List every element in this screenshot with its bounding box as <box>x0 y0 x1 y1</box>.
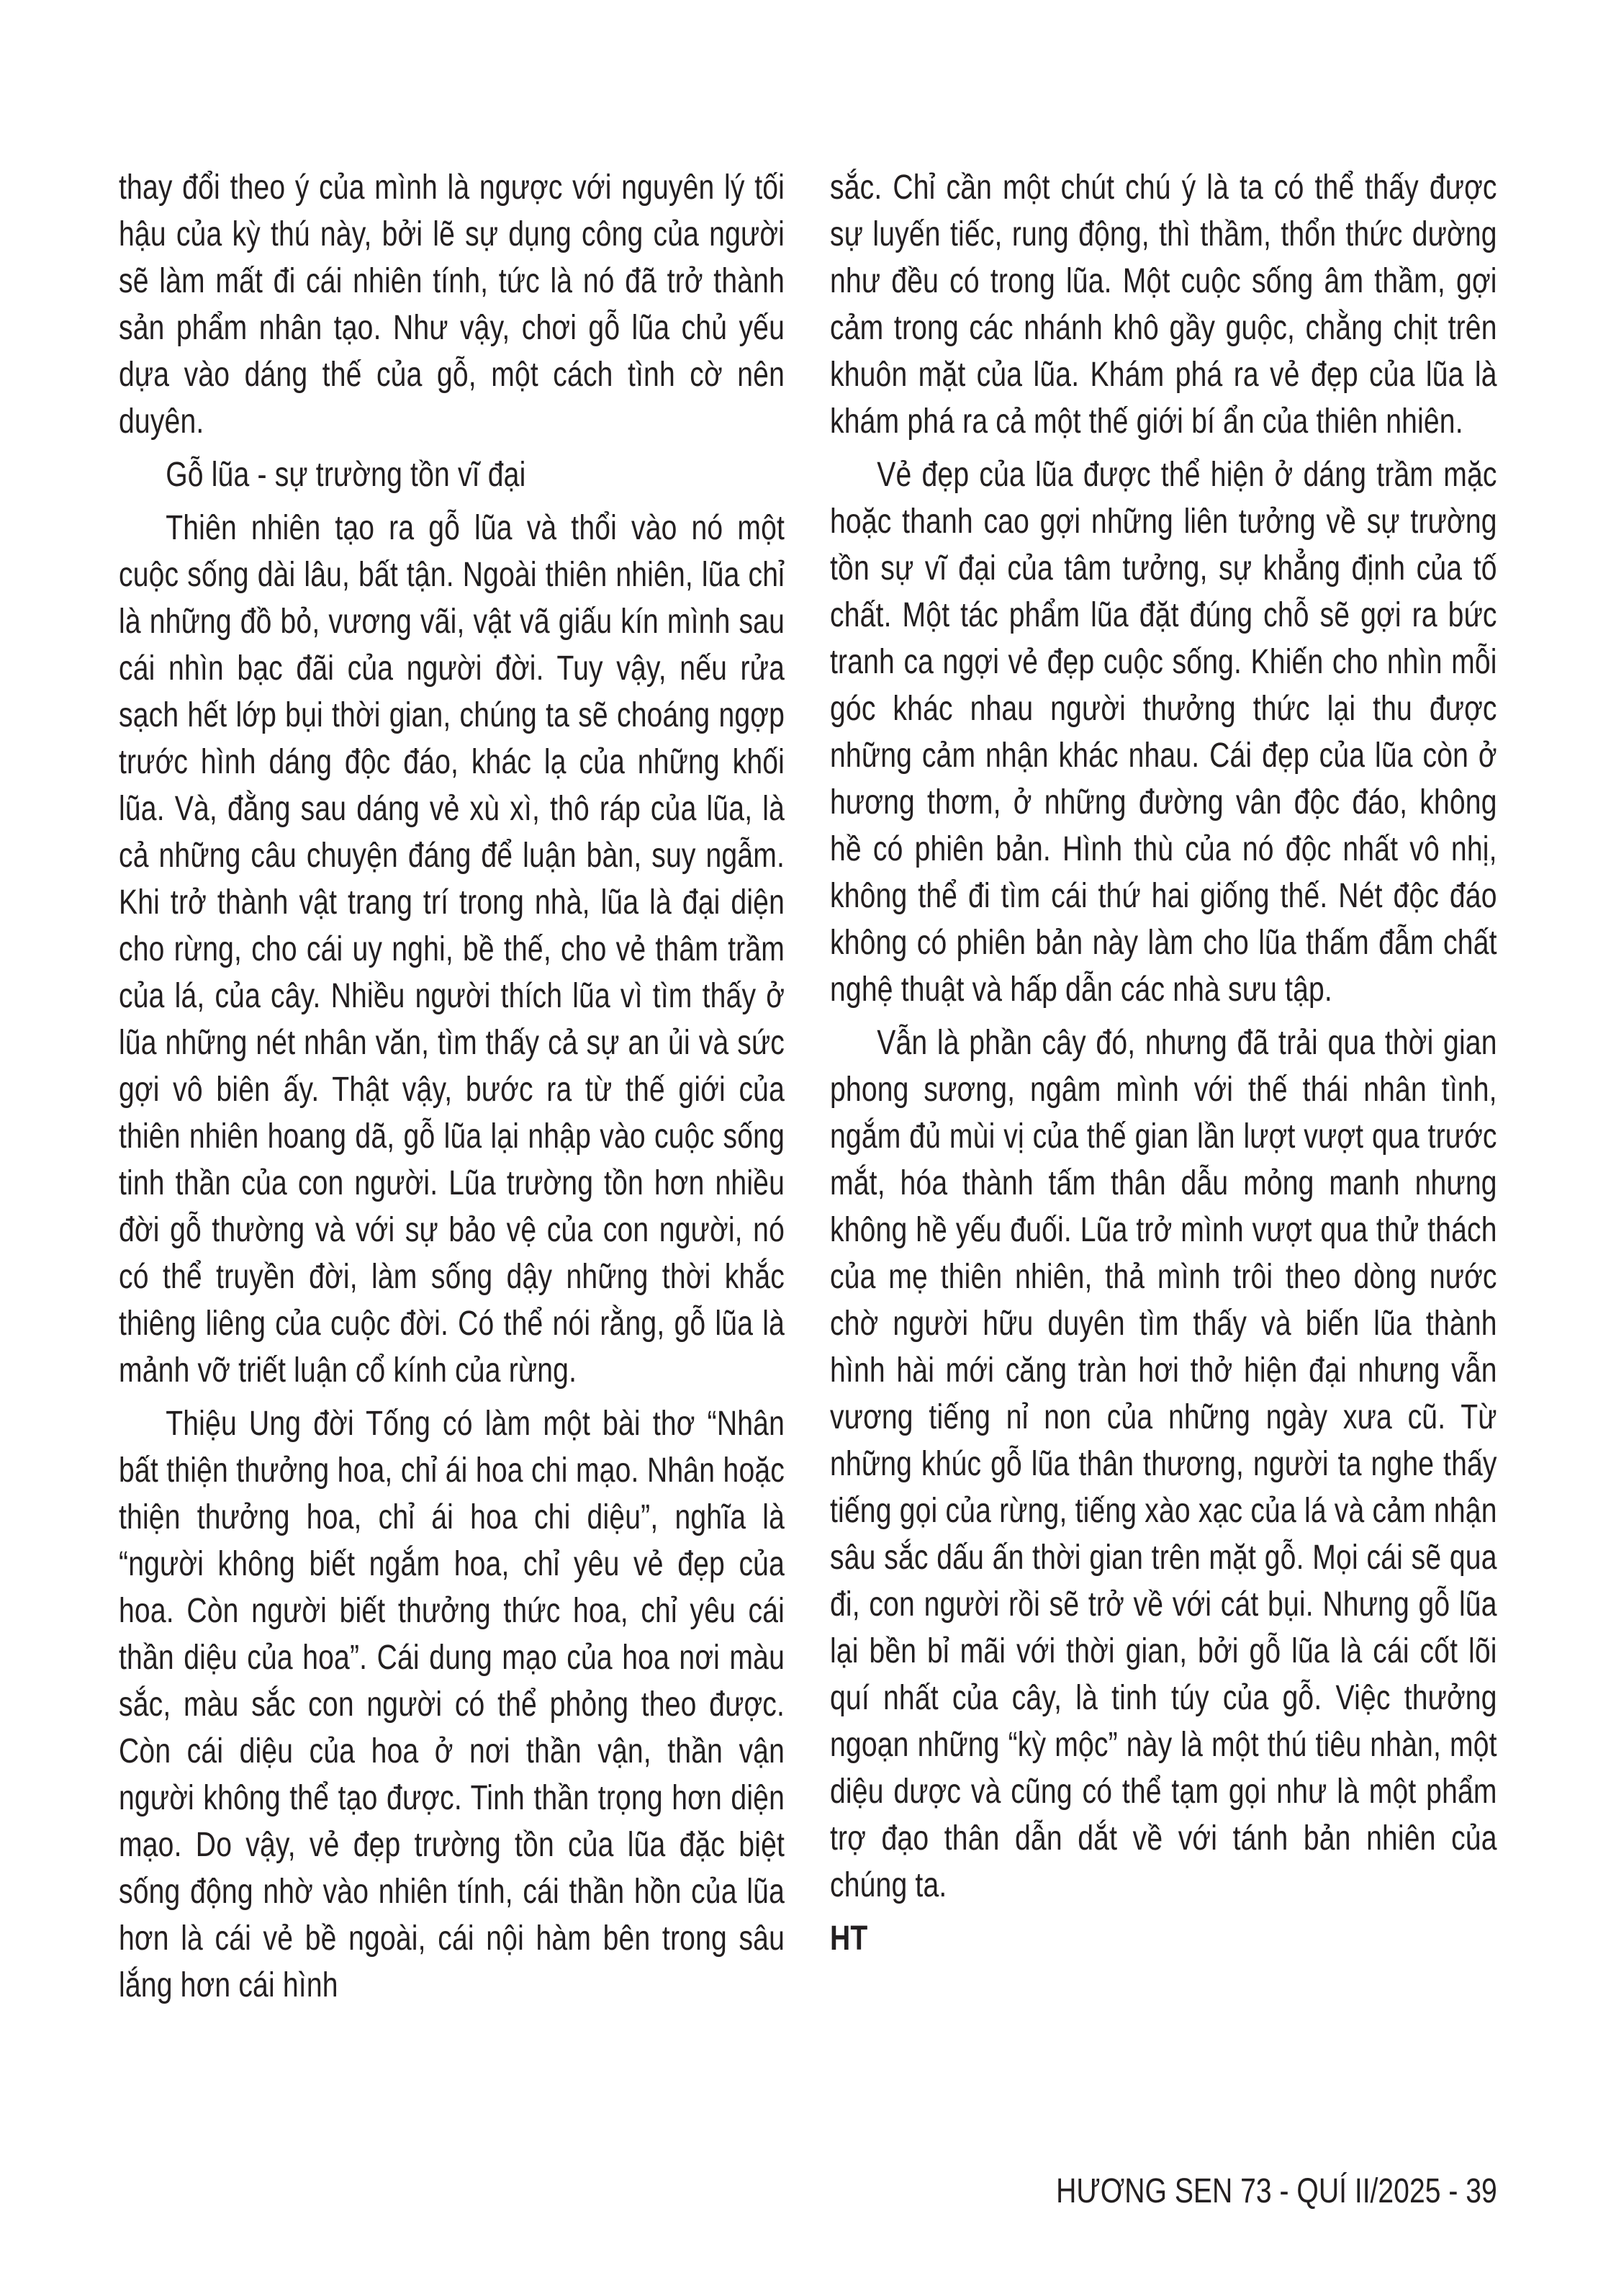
paragraph: Vẻ đẹp của lũa được thể hiện ở dáng trầm mặc hoặc thanh cao gợi những liên tưởng về sự trường tồn sự vĩ đại của tâm tưởng, sự khẳng định của tố chất. Một tác phẩm lũa đặt đúng chỗ sẽ gợi ra bức tranh ca ngợi vẻ đẹp cuộc sống. Khiến cho nhìn mỗi góc khác nhau người thưởng thức lại thu được những cảm nhận khác nhau. Cái đẹp của lũa còn ở hương thơm, ở những đường vân độc đáo, không hề có phiên bản. Hình thù của nó độc nhất vô nhị, không thể đi tìm cái thứ hai giống thế. Nét độc đáo không có phiên bản này làm cho lũa thấm đẫm chất nghệ thuật và hấp dẫn các nhà sưu tập. <box>830 456 1497 1009</box>
page-footer: HƯƠNG SEN 73 - QUÍ II/2025 - 39 <box>1056 2172 1497 2210</box>
paragraph-continuation: thay đổi theo ý của mình là ngược với nguyên lý tối hậu của kỳ thú này, bởi lẽ sự dụng công của người sẽ làm mất đi cái nhiên tính, tức là nó đã trở thành sản phẩm nhân tạo. Như vậy, chơi gỗ lũa chủ yếu dựa vào dáng thế của gỗ, một cách tình cờ nên duyên. <box>119 168 785 441</box>
paragraph: Thiệu Ung đời Tống có làm một bài thơ “Nhân bất thiện thưởng hoa, chỉ ái hoa chi mạo. Nhân hoặc thiện thưởng hoa, chỉ ái hoa chi diệu”, nghĩa là “người không biết ngắm hoa, chỉ yêu vẻ đẹp của hoa. Còn người biết thưởng thức hoa, chỉ yêu cái thần diệu của hoa”. Cái dung mạo của hoa nơi màu sắc, màu sắc con người có thể phỏng theo được. Còn cái diệu của hoa ở nơi thần vận, thần vận người không thể tạo được. Tinh thần trọng hơn diện mạo. Do vậy, vẻ đẹp trường tồn của lũa đặc biệt sống động nhờ vào nhiên tính, cái thần hồn của lũa hơn là cái vẻ bề ngoài, cái nội hàm bên trong sâu lắng hơn cái hình <box>119 1405 785 2004</box>
section-heading: Gỗ lũa - sự trường tồn vĩ đại <box>166 456 526 494</box>
paragraph-continuation: sắc. Chỉ cần một chút chú ý là ta có thể thấy được sự luyến tiếc, rung động, thì thầm, thổn thức dường như đều có trong lũa. Một cuộc sống âm thầm, gợi cảm trong các nhánh khô gầy guộc, chằng chịt trên khuôn mặt của lũa. Khám phá ra vẻ đẹp của lũa là khám phá ra cả một thế giới bí ẩn của thiên nhiên. <box>830 168 1497 441</box>
article-right-column <box>830 164 1497 1962</box>
author-signature: HT <box>830 1919 868 1958</box>
article-left-column <box>119 164 785 2009</box>
paragraph: Vẫn là phần cây đó, nhưng đã trải qua thời gian phong sương, ngâm mình với thế thái nhân tình, ngắm đủ mùi vị của thế gian lần lượt vượt qua trước mắt, hóa thành tấm thân dẫu mỏng manh nhưng không hề yếu đuối. Lũa trở mình vượt qua thử thách của mẹ thiên nhiên, thả mình trôi theo dòng nước chờ người hữu duyên tìm thấy và biến lũa thành hình hài mới căng tràn hơi thở hiện đại nhưng vẫn vương tiếng nỉ non của những ngày xưa cũ. Từ những khúc gỗ lũa thân thương, người ta nghe thấy tiếng gọi của rừng, tiếng xào xạc của lá và cảm nhận sâu sắc dấu ấn thời gian trên mặt gỗ. Mọi cái sẽ qua đi, con người rồi sẽ trở về với cát bụi. Nhưng gỗ lũa lại bền bỉ mãi với thời gian, bởi gỗ lũa là cái cốt lõi quí nhất của cây, là tinh túy của gỗ. Việc thưởng ngoạn những “kỳ mộc” này là một thú tiêu nhàn, một diệu dược và cũng có thể tạm gọi như là một phẩm trợ đạo thân dẫn dắt về với tánh bản nhiên của chúng ta. <box>830 1024 1497 1904</box>
paragraph: Thiên nhiên tạo ra gỗ lũa và thổi vào nó một cuộc sống dài lâu, bất tận. Ngoài thiên nhiên, lũa chỉ là những đồ bỏ, vương vãi, vật vã giấu kín mình sau cái nhìn bạc đãi của người đời. Tuy vậy, nếu rửa sạch hết lớp bụi thời gian, chúng ta sẽ choáng ngợp trước hình dáng độc đáo, khác lạ của những khối lũa. Và, đằng sau dáng vẻ xù xì, thô ráp của lũa, là cả những câu chuyện đáng để luận bàn, suy ngẫm. Khi trở thành vật trang trí trong nhà, lũa là đại diện cho rừng, cho cái uy nghi, bề thế, cho vẻ thâm trầm của lá, của cây. Nhiều người thích lũa vì tìm thấy ở lũa những nét nhân văn, tìm thấy cả sự an ủi và sức gợi vô biên ấy. Thật vậy, bước ra từ thế giới của thiên nhiên hoang dã, gỗ lũa lại nhập vào cuộc sống tinh thần của con người. Lũa trường tồn hơn nhiều đời gỗ thường và với sự bảo vệ của con người, nó có thể truyền đời, làm sống dậy những thời khắc thiêng liêng của cuộc đời. Có thể nói rằng, gỗ lũa là mảnh vỡ triết luận cổ kính của rừng. <box>119 509 785 1390</box>
